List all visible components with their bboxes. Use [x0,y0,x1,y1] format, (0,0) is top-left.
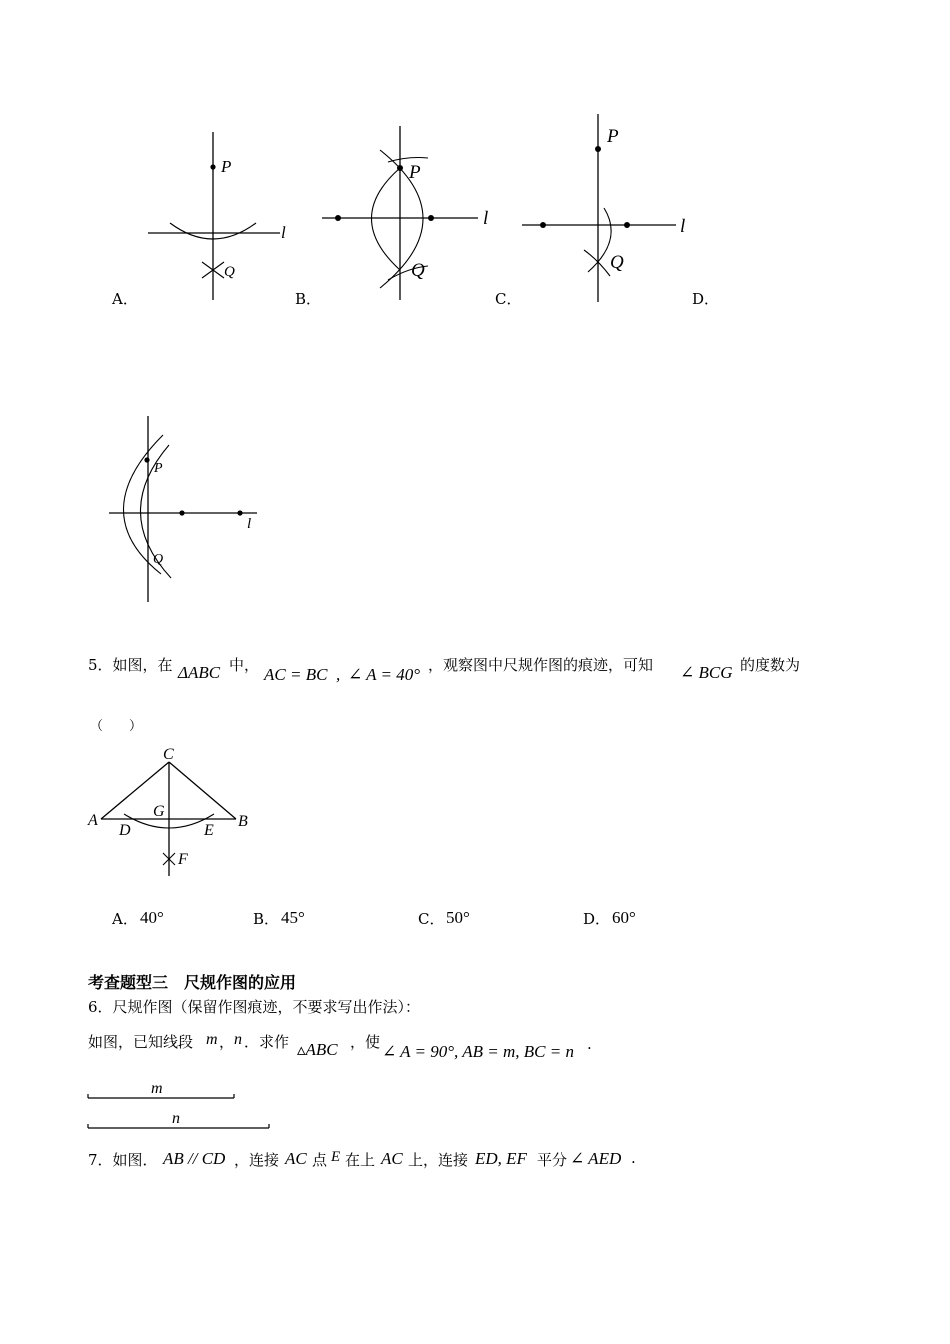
q5-mid2: ，观察图中尺规作图的痕迹，可知 [428,656,654,674]
q6-segments [86,1076,286,1136]
option-a-label[interactable]: A． [112,290,138,308]
label-l: l [483,208,489,229]
q6-demand: ．求作 [244,1033,290,1051]
q6-conditions: ∠ A = 90°, AB = m, BC = n [382,1042,574,1061]
q6-line1: 6．尺规作图（保留作图痕迹，不要求写出作法）： [88,998,421,1016]
q5-cond1: AC = BC [264,665,328,684]
q5-sep: , [336,665,341,684]
q6-comma: ， [219,1033,235,1051]
label-p: P [154,461,163,476]
point-d: D [119,822,131,839]
label-q: Q [610,252,624,273]
q5-target: ∠ BCG [680,663,733,682]
q6-make: ，使 [350,1033,381,1051]
label-l: l [247,516,252,532]
q7-edef: ED, EF [475,1149,527,1168]
q7-connect1: ，连接 [234,1151,280,1169]
q5-triangle: ΔABC [178,663,221,682]
figure-option-d [105,410,285,610]
q5-triangle-figure [86,742,266,882]
section-heading: 考查题型三 尺规作图的应用 [88,973,297,992]
q5-answer-paren: （ ） [90,719,143,734]
q7-end: . [631,1149,636,1167]
q5-tail: 的度数为 [740,656,801,674]
vertex-b: B [238,813,248,830]
vertex-a: A [88,812,98,829]
vertex-c: C [163,746,174,763]
q7-connect2: 上，连接 [408,1151,469,1169]
figure-option-a [140,120,320,320]
q6-period: . [587,1035,592,1053]
q7-ac: AC [285,1149,307,1168]
q7-on: 在上 [345,1151,376,1169]
option-d-label[interactable]: D． [692,290,720,308]
figure-option-c [518,110,708,310]
q6-intro: 如图，已知线段 [88,1033,194,1051]
segment-n-label: n [172,1110,180,1127]
q5-option-d-label[interactable]: D． [583,910,611,928]
q7-prefix: 7．如图． [88,1151,158,1169]
q7-parallel: AB // CD [163,1149,226,1168]
label-q: Q [153,552,164,567]
q5-option-a-label[interactable]: A． [112,910,138,928]
q5-option-a-value[interactable]: 40° [140,908,164,927]
segment-m-label: m [151,1080,163,1097]
q5-prefix: 5．如图，在 [88,656,173,674]
q7-bisect: 平分 [537,1151,568,1169]
label-p: P [409,162,421,183]
point-f: F [178,851,188,868]
q6-triangle: ▵ABC [297,1040,338,1059]
q7-e: E [331,1149,341,1165]
label-q: Q [224,264,235,280]
q5-cond2: ∠ A = 40° [348,665,421,684]
q7-angle: ∠ AED [570,1149,622,1168]
label-q: Q [411,260,425,281]
q5-option-b-label[interactable]: B． [253,910,280,928]
label-p: P [221,157,232,176]
q5-option-d-value[interactable]: 60° [612,908,636,927]
q5-option-c-label[interactable]: C． [418,910,445,928]
label-p: P [607,126,619,147]
q6-n: n [234,1031,242,1048]
figure-option-b [318,120,508,320]
option-b-label[interactable]: B． [295,290,322,308]
q7-ac2: AC [381,1149,403,1168]
q7-point: 点 [312,1151,328,1169]
option-c-label[interactable]: C． [495,290,522,308]
q5-option-b-value[interactable]: 45° [281,908,305,927]
label-l: l [680,216,686,237]
q5-mid1: 中， [229,656,260,674]
q5-option-c-value[interactable]: 50° [446,908,470,927]
q6-m: m [206,1031,218,1048]
point-g: G [153,803,165,820]
point-e: E [204,822,214,839]
label-l: l [281,223,286,242]
